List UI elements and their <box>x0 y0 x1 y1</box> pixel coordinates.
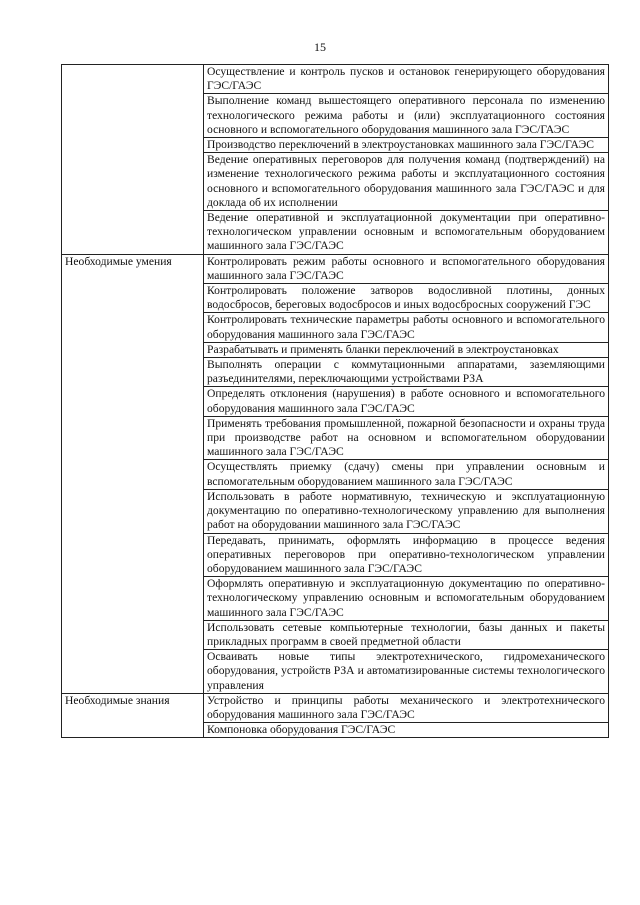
requirement-item: Устройство и принципы работы механического и электротехнического оборудования машинного зала ГЭС/ГАЭС <box>204 693 609 722</box>
requirements-table <box>61 64 609 738</box>
requirement-item: Осваивать новые типы электротехнического, гидромеханического оборудования, устройств РЗА и автоматизированные системы технологического управления <box>204 650 609 694</box>
requirement-item: Ведение оперативных переговоров для получения команд (подтверждений) на изменение технологического режима работы и эксплуатационного состояния основного и вспомогательного оборудования машинного зала ГЭС/ГАЭС и для доклада об их исполнении <box>204 153 609 211</box>
table-row <box>62 65 609 94</box>
requirement-item: Оформлять оперативную и эксплуатационную документацию по оперативно-технологическому управлению основным и вспомогательным оборудованием машинного зала ГЭС/ГАЭС <box>204 577 609 621</box>
table-row <box>62 254 609 283</box>
requirement-item: Передавать, принимать, оформлять информацию в процессе ведения оперативных переговоров при оперативно-технологическом управлении оборудованием машинного зала ГЭС/ГАЭС <box>204 533 609 577</box>
requirement-item: Выполнять операции с коммутационными аппаратами, заземляющими разъединителями, переключающими устройствами РЗА <box>204 358 609 387</box>
requirement-item: Осуществление и контроль пусков и остановок генерирующего оборудования ГЭС/ГАЭС <box>204 65 609 94</box>
requirement-item: Ведение оперативной и эксплуатационной документации при оперативно-технологическом управлении основным и вспомогательным оборудованием машинного зала ГЭС/ГАЭС <box>204 211 609 255</box>
requirement-item: Контролировать технические параметры работы основного и вспомогательного оборудования машинного зала ГЭС/ГАЭС <box>204 313 609 342</box>
requirement-item: Контролировать режим работы основного и вспомогательного оборудования машинного зала ГЭС/ГАЭС <box>204 254 609 283</box>
requirement-item: Использовать в работе нормативную, техническую и эксплуатационную документацию по оперативно-технологическому управлению для выполнения работ на оборудовании машинного зала ГЭС/ГАЭС <box>204 489 609 533</box>
requirements-table-body <box>62 65 609 738</box>
requirement-item: Разрабатывать и применять бланки переключений в электроустановках <box>204 342 609 357</box>
category-label: Необходимые умения <box>62 254 204 693</box>
category-label <box>62 65 204 255</box>
requirement-item: Производство переключений в электроустановках машинного зала ГЭС/ГАЭС <box>204 138 609 153</box>
requirement-item: Выполнение команд вышестоящего оперативного персонала по изменению технологического режима работы и (или) эксплуатационного состояния основного и вспомогательного оборудования машинного зала ГЭС/ГАЭС <box>204 94 609 138</box>
table-row <box>62 693 609 722</box>
requirement-item: Компоновка оборудования ГЭС/ГАЭС <box>204 723 609 738</box>
requirement-item: Использовать сетевые компьютерные технологии, базы данных и пакеты прикладных программ в своей предметной области <box>204 620 609 649</box>
requirement-item: Осуществлять приемку (сдачу) смены при управлении основным и вспомогательным оборудованием машинного зала ГЭС/ГАЭС <box>204 460 609 489</box>
requirement-item: Контролировать положение затворов водосливной плотины, донных водосбросов, береговых водосбросов и иных водосбросных сооружений ГЭС <box>204 284 609 313</box>
requirement-item: Определять отклонения (нарушения) в работе основного и вспомогательного оборудования машинного зала ГЭС/ГАЭС <box>204 387 609 416</box>
category-label: Необходимые знания <box>62 693 204 738</box>
page-number: 15 <box>314 40 326 54</box>
requirement-item: Применять требования промышленной, пожарной безопасности и охраны труда при производстве работ на основном и вспомогательном оборудовании машинного зала ГЭС/ГАЭС <box>204 416 609 460</box>
